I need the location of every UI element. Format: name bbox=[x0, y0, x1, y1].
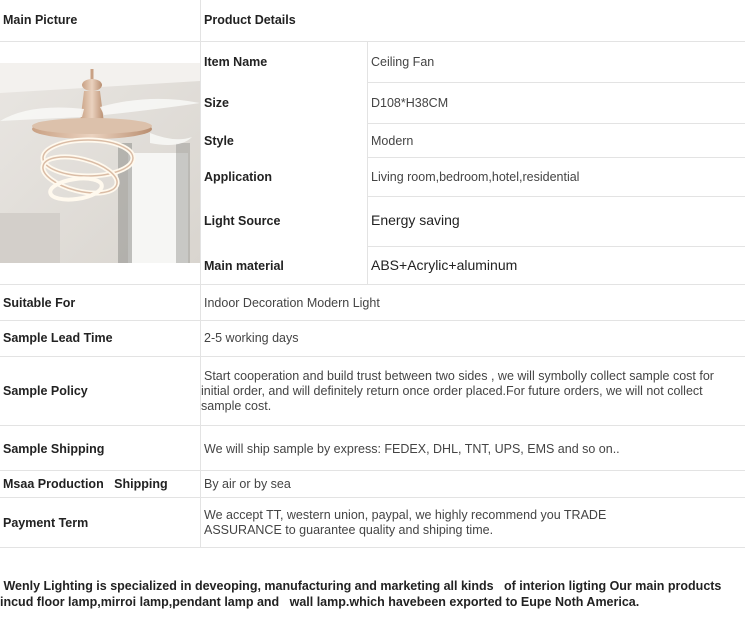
detail-label-style: Style bbox=[204, 134, 234, 148]
divider bbox=[0, 356, 745, 357]
column-divider bbox=[367, 41, 368, 284]
detail-label-application: Application bbox=[204, 170, 273, 184]
detail-value-main-material: ABS+Acrylic+aluminum bbox=[371, 257, 518, 273]
row-value-suitable-for: Indoor Decoration Modern Light bbox=[204, 296, 380, 310]
divider bbox=[0, 497, 745, 498]
divider bbox=[0, 425, 745, 426]
divider bbox=[0, 41, 745, 42]
divider bbox=[367, 196, 745, 197]
divider bbox=[367, 82, 745, 83]
row-value-production-shipping: By air or by sea bbox=[204, 477, 291, 491]
detail-label-main-material: Main material bbox=[204, 259, 284, 273]
row-value-payment-term: We accept TT, western union, paypal, we highly recommend you TRADE ASSURANCE to guarantee quality and shiping time. bbox=[204, 508, 607, 537]
detail-label-size: Size bbox=[204, 96, 230, 110]
detail-value-style: Modern bbox=[371, 134, 414, 148]
company-description: Wenly Lighting is specialized in deveoping, manufacturing and marketing all kinds of interion ligting Our main products incud floor lamp,mirroi lamp,pendant lamp and wall lamp.which havebeen exported to Eupe Noth America. bbox=[0, 579, 725, 609]
row-label-sample-shipping: Sample Shipping bbox=[3, 442, 105, 456]
detail-label-light-source: Light Source bbox=[204, 214, 281, 228]
column-divider bbox=[200, 0, 201, 547]
divider bbox=[0, 470, 745, 471]
row-value-sample-shipping: We will ship sample by express: FEDEX, DHL, TNT, UPS, EMS and so on.. bbox=[204, 442, 620, 456]
product-image bbox=[0, 63, 200, 263]
ceiling-fan-image bbox=[0, 63, 200, 263]
divider bbox=[0, 284, 745, 285]
divider bbox=[367, 123, 745, 124]
row-label-suitable-for: Suitable For bbox=[3, 296, 76, 310]
main-picture-header: Main Picture bbox=[3, 13, 78, 27]
row-label-production-shipping: Msaa Production Shipping bbox=[3, 477, 168, 491]
row-label-payment-term: Payment Term bbox=[3, 516, 89, 530]
row-label-sample-lead-time: Sample Lead Time bbox=[3, 331, 113, 345]
row-value-sample-policy: Start cooperation and build trust between two sides , we will symbolly collect sample cost for initial order, and will definitely return once order placed.For future orders, we will not collect sample cost. bbox=[201, 369, 714, 413]
product-details-header: Product Details bbox=[204, 13, 296, 27]
detail-value-application: Living room,bedroom,hotel,residential bbox=[371, 170, 580, 184]
divider bbox=[367, 157, 745, 158]
detail-value-item-name: Ceiling Fan bbox=[371, 55, 435, 69]
divider bbox=[367, 246, 745, 247]
divider bbox=[0, 320, 745, 321]
row-label-sample-policy: Sample Policy bbox=[3, 384, 88, 398]
divider bbox=[0, 547, 745, 548]
row-value-sample-lead-time: 2-5 working days bbox=[204, 331, 299, 345]
detail-label-item-name: Item Name bbox=[204, 55, 268, 69]
detail-value-light-source: Energy saving bbox=[371, 212, 460, 228]
detail-value-size: D108*H38CM bbox=[371, 96, 449, 110]
